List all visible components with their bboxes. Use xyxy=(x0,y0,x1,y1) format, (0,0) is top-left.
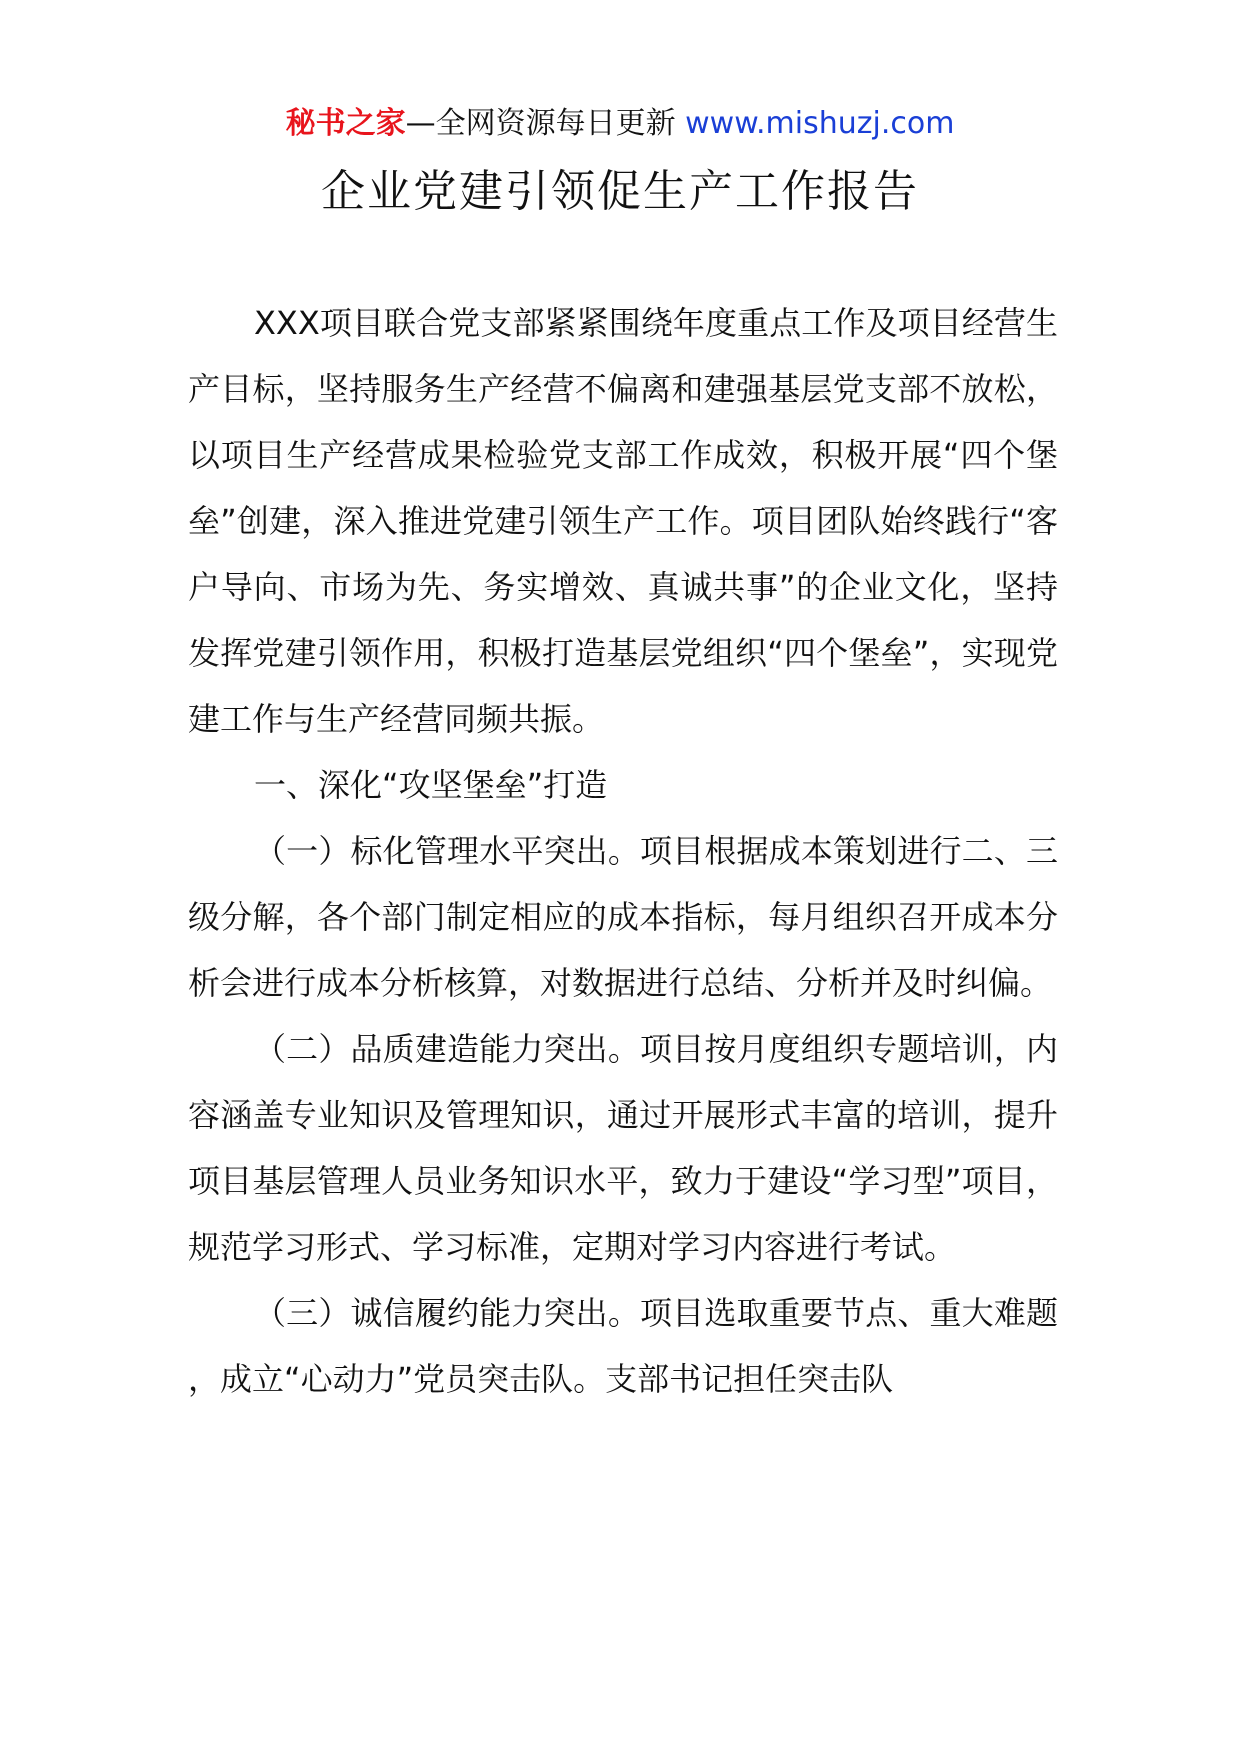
header-tagline: —全网资源每日更新 xyxy=(405,106,676,141)
brand-name: 秘书之家 xyxy=(285,106,406,141)
site-url-link[interactable]: www.mishuzj.com xyxy=(685,106,955,141)
paragraph-item-1: （一）标化管理水平突出。项目根据成本策划进行二、三级分解，各个部门制定相应的成本指标，每月组织召开成本分析会进行成本分析核算，对数据进行总结、分析并及时纠偏。 xyxy=(188,832,1058,1002)
document-body xyxy=(188,290,1058,1412)
paragraph-item-2: （二）品质建造能力突出。项目按月度组织专题培训，内容涵盖专业知识及管理知识，通过开展形式丰富的培训，提升项目基层管理人员业务知识水平，致力于建设“学习型”项目，规范学习形式、学习标准，定期对学习内容进行考试。 xyxy=(188,1030,1058,1266)
intro-paragraph: XXX项目联合党支部紧紧围绕年度重点工作及项目经营生产目标，坚持服务生产经营不偏离和建强基层党支部不放松，以项目生产经营成果检验党支部工作成效，积极开展“四个堡垒”创建，深入推进党建引领生产工作。项目团队始终践行“客户导向、市场为先、务实增效、真诚共事”的企业文化，坚持发挥党建引领作用，积极打造基层党组织“四个堡垒”，实现党建工作与生产经营同频共振。 xyxy=(188,304,1058,738)
document-title: 企业党建引领促生产工作报告 xyxy=(321,166,919,217)
paragraph-item-3: （三）诚信履约能力突出。项目选取重要节点、重大难题，成立“心动力”党员突击队。支部书记担任突击队 xyxy=(188,1294,1058,1398)
section-heading: 一、深化“攻坚堡垒”打造 xyxy=(254,766,608,804)
site-header xyxy=(0,104,1240,144)
